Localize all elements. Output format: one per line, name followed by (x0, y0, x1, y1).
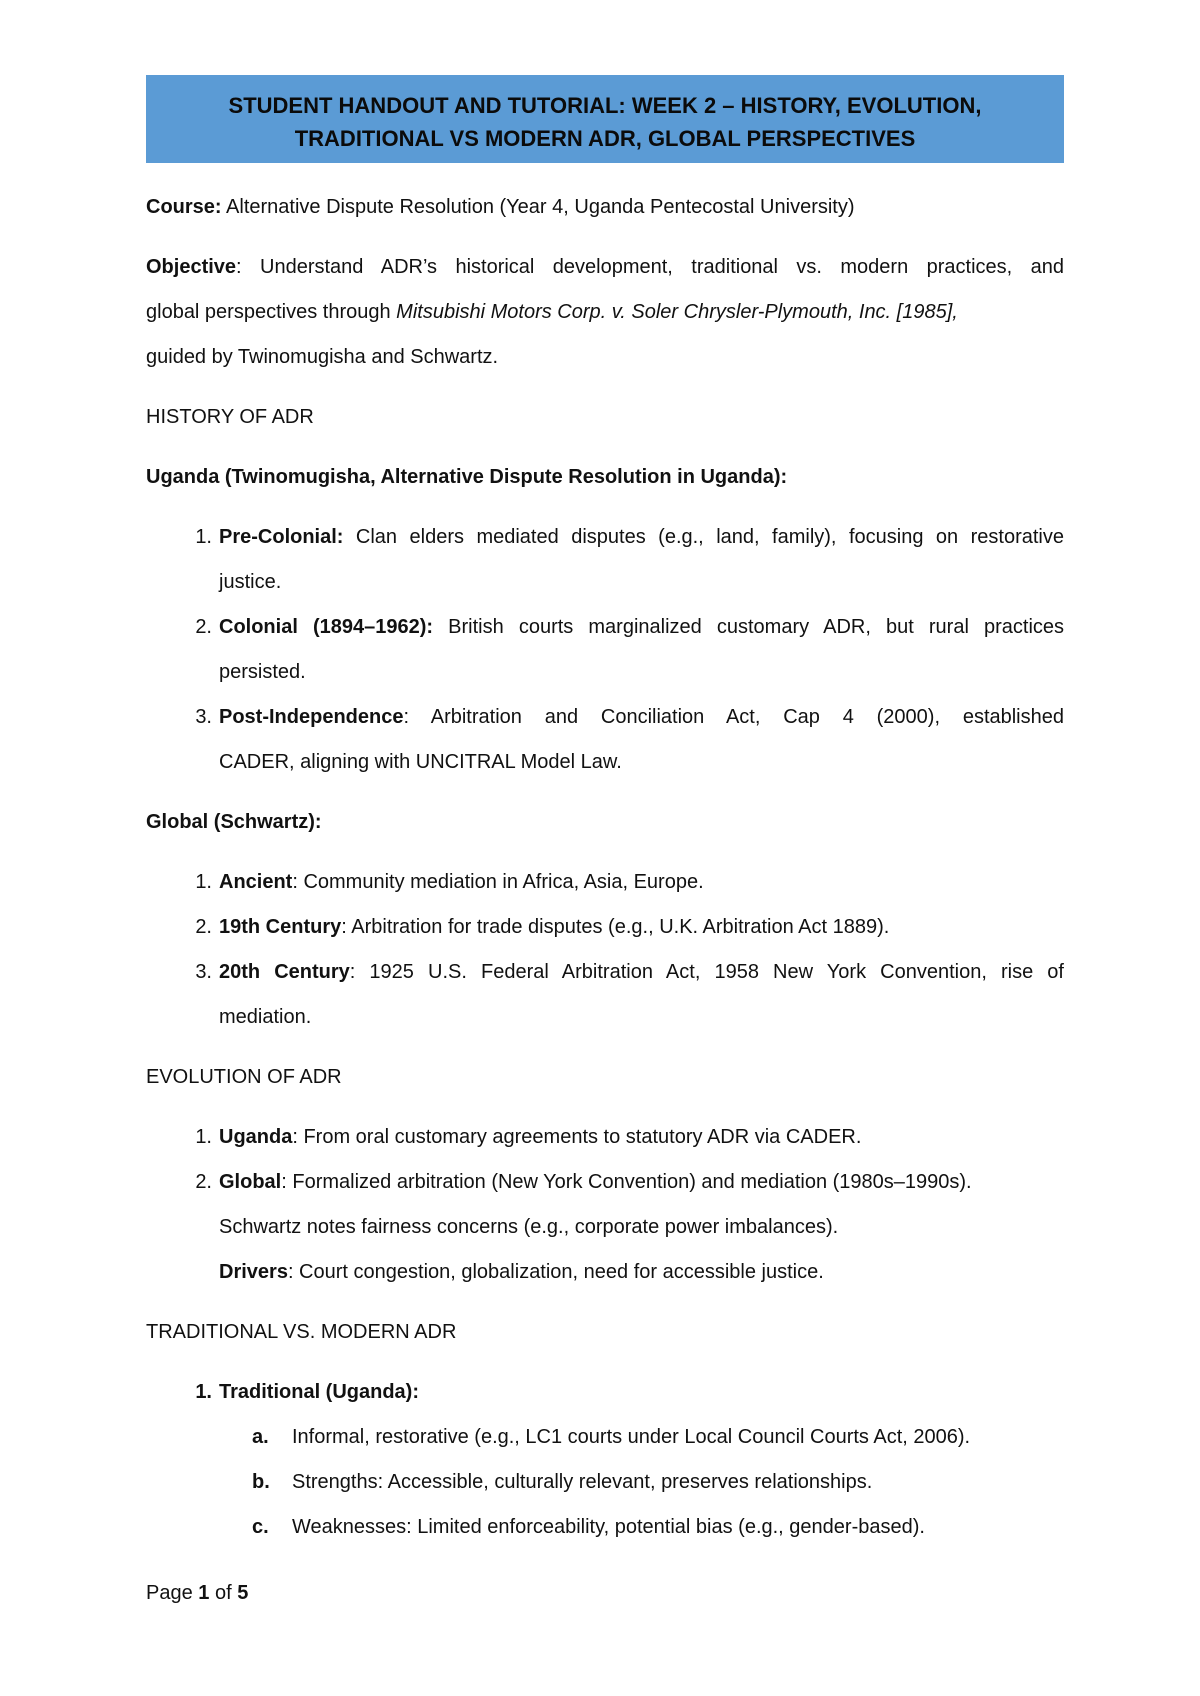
drivers-line (219, 1250, 1064, 1295)
list-item-line (219, 605, 1064, 650)
footer-current-page: 1 (198, 1582, 210, 1604)
list-item-line (219, 515, 1064, 560)
footer-of-word: of (209, 1582, 238, 1604)
sub-list-letter: b. (252, 1471, 270, 1493)
course-line (146, 185, 1064, 230)
objective-line-3: guided by Twinomugisha and Schwartz. (146, 346, 499, 368)
list-item-line (219, 905, 1064, 950)
list-item-text: British courts marginalized customary ADR, but rural practices (433, 616, 1065, 638)
list-item-text: : 1925 U.S. Federal Arbitration Act, 1958 New York Convention, rise of (349, 961, 1064, 983)
page-number-footer (146, 1578, 248, 1608)
objective-line-1 (146, 245, 1064, 290)
list-item-line (219, 950, 1064, 995)
title-line-2: TRADITIONAL VS MODERN ADR, GLOBAL PERSPECTIVES (294, 126, 916, 151)
title-banner (146, 75, 1064, 163)
list-item-label: 19th Century (219, 916, 342, 938)
sub-list-text: Weaknesses: Limited enforceability, potential bias (e.g., gender-based). (292, 1516, 925, 1538)
list-number: 1. (195, 1126, 212, 1148)
list-item-continuation: persisted. (219, 661, 306, 683)
drivers-text: : Court congestion, globalization, need for accessible justice. (287, 1261, 824, 1283)
list-number: 1. (195, 1381, 212, 1403)
list-item-line (219, 1115, 1064, 1160)
course-label: Course: (146, 196, 222, 218)
sub-list-text: Strengths: Accessible, culturally relevant, preserves relationships. (292, 1471, 873, 1493)
list-number: 2. (195, 916, 212, 938)
list-number: 1. (195, 871, 212, 893)
objective-text-1: : Understand ADR’s historical development, traditional vs. modern practices, and (236, 256, 1064, 278)
objective-text-2: global perspectives through (146, 301, 397, 323)
list-item-line (219, 695, 1064, 740)
history-heading: HISTORY OF ADR (146, 406, 314, 428)
title-line-1: STUDENT HANDOUT AND TUTORIAL: WEEK 2 – HISTORY, EVOLUTION, (228, 93, 982, 118)
list-item-label: Pre-Colonial: (219, 526, 344, 548)
list-item-line (219, 860, 1064, 905)
list-number: 3. (195, 706, 212, 728)
list-item-text: : Arbitration for trade disputes (e.g., U.K. Arbitration Act 1889). (341, 916, 890, 938)
evolution-heading: EVOLUTION OF ADR (146, 1066, 342, 1088)
list-item-label: Global (219, 1171, 282, 1193)
list-item-continuation: mediation. (219, 1006, 312, 1028)
objective-line-2 (146, 290, 1064, 335)
drivers-label: Drivers (219, 1261, 288, 1283)
global-heading: Global (Schwartz): (146, 811, 322, 833)
list-item-label: Ancient (219, 871, 293, 893)
uganda-heading: Uganda (Twinomugisha, Alternative Dispute Resolution in Uganda): (146, 466, 788, 488)
list-item-continuation: CADER, aligning with UNCITRAL Model Law. (219, 751, 622, 773)
list-item-text: : Formalized arbitration (New York Convention) and mediation (1980s–1990s). (281, 1171, 972, 1193)
sub-list-letter: c. (252, 1516, 269, 1538)
list-item-continuation: justice. (219, 571, 282, 593)
case-citation: Mitsubishi Motors Corp. v. Soler Chrysler-Plymouth, Inc. [1985], (396, 301, 958, 323)
list-number: 2. (195, 1171, 212, 1193)
traditional-heading: TRADITIONAL VS. MODERN ADR (146, 1321, 457, 1343)
list-item-label: Uganda (219, 1126, 293, 1148)
list-item-text: : From oral customary agreements to statutory ADR via CADER. (292, 1126, 862, 1148)
sub-list-text: Informal, restorative (e.g., LC1 courts under Local Council Courts Act, 2006). (292, 1426, 971, 1448)
footer-page-word: Page (146, 1582, 199, 1604)
list-item-text: : Arbitration and Conciliation Act, Cap 4 (2000), established (403, 706, 1064, 728)
list-number: 2. (195, 616, 212, 638)
list-item-line (219, 1160, 1064, 1205)
list-item-text: Clan elders mediated disputes (e.g., land, family), focusing on restorative (343, 526, 1064, 548)
course-text: Alternative Dispute Resolution (Year 4, Uganda Pentecostal University) (221, 196, 855, 218)
list-item-label: Post-Independence (219, 706, 404, 728)
list-number: 1. (195, 526, 212, 548)
list-item-label: Colonial (1894–1962): (219, 616, 434, 638)
list-number: 3. (195, 961, 212, 983)
list-item-continuation: Schwartz notes fairness concerns (e.g., corporate power imbalances). (219, 1216, 839, 1238)
list-item-label: Traditional (Uganda): (219, 1381, 419, 1403)
sub-list-letter: a. (252, 1426, 269, 1448)
objective-label: Objective (146, 256, 237, 278)
list-item-text: : Community mediation in Africa, Asia, Europe. (292, 871, 704, 893)
footer-total-pages: 5 (237, 1582, 249, 1604)
list-item-label: 20th Century (219, 961, 350, 983)
